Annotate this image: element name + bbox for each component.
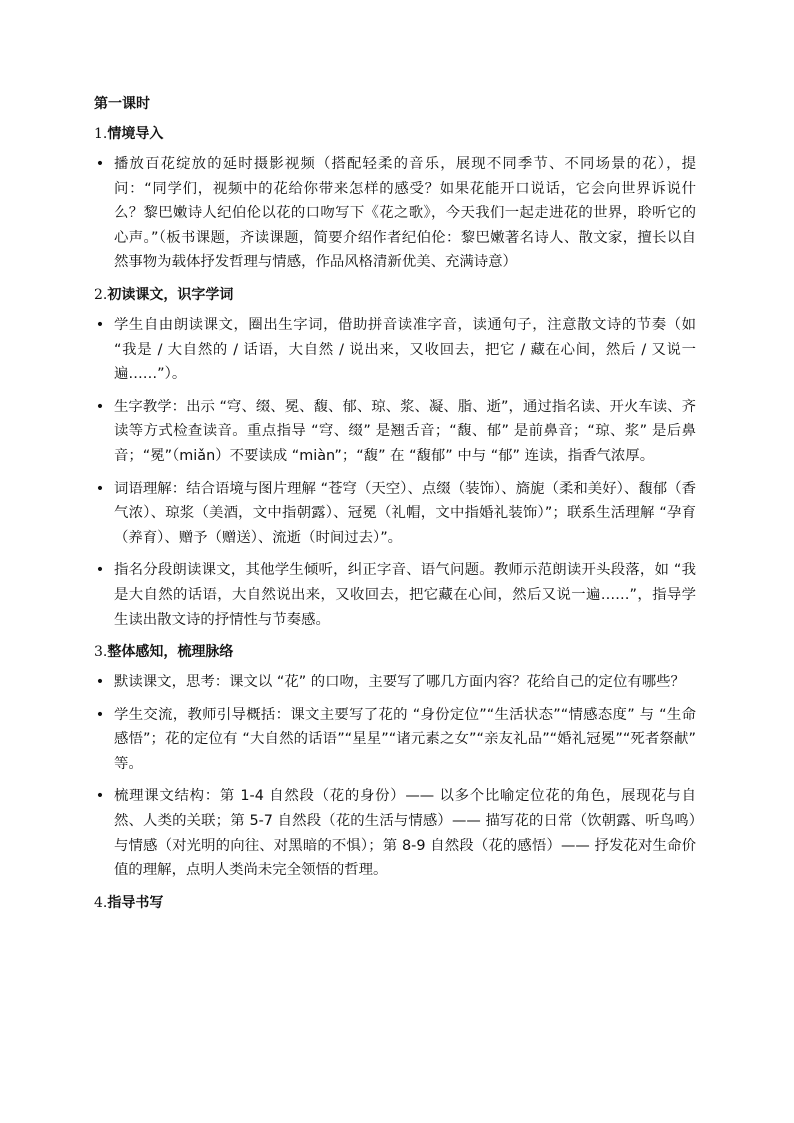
list-item-text: 梳理课文结构：第 1-4 自然段（花的身份）—— 以多个比喻定位花的角色，展现花与自然、人类的关联；第 5-7 自然段（花的生活与情感）—— 描写花的日常（饮朝露、听鸟鸣）与情感（对光明的向往、对黑暗的不惧）；第 8-9 自然段（花的感悟）—— 抒发花对生命价值的理解，点明人类尚未完全领悟的哲理。 <box>114 788 696 879</box>
section-title: 情境导入 <box>107 126 164 142</box>
section-title: 初读课文，识字学词 <box>107 286 234 303</box>
list-item-text: 词语理解：结合语境与图片理解 “苍穹（天空）、点缀（装饰）、旖旎（柔和美好）、馥郁（香气浓）、琼浆（美酒，文中指朝露）、冠冕（礼帽，文中指婚礼装饰）”；联系生活理解 “孕育（养育）、赠予（赠送）、流逝（时间过去）”。 <box>114 480 696 546</box>
list-item <box>94 313 696 387</box>
list-item <box>94 152 696 275</box>
list-item-text: 学生交流，教师引导概括：课文主要写了花的 “身份定位”“生活状态”“情感态度” 与 “生命感悟”；花的定位有 “大自然的话语”“星星”“诸元素之女”“亲友礼品”“婚礼冠冕”“死者祭献” 等。 <box>114 706 696 772</box>
bullet-icon: • <box>95 398 105 415</box>
section-number: 1. <box>94 126 108 142</box>
lesson-title: 第一课时 <box>94 96 150 112</box>
section-title: 整体感知，梳理脉络 <box>107 644 234 661</box>
list-item <box>94 703 696 777</box>
bullet-list <box>94 152 696 275</box>
list-item <box>94 670 696 695</box>
section-number: 4. <box>94 894 108 911</box>
list-item-text: 生字教学：出示 “穹、缀、冕、馥、郁、琼、浆、凝、脂、逝”，通过指名读、开火车读、齐读等方式检查读音。重点指导 “穹、缀” 是翘舌音；“馥、郁” 是前鼻音；“琼、浆” 是后鼻音；“冕”（miǎn）不要读成 “miàn”；“馥” 在 “馥郁” 中与 “郁” 连读，指香气浓厚。 <box>114 398 696 464</box>
list-item <box>94 395 696 469</box>
section-situation-intro <box>94 122 696 275</box>
bullet-icon: • <box>95 562 105 579</box>
bullet-icon: • <box>95 156 105 172</box>
section-heading <box>94 122 696 146</box>
bullet-icon: • <box>95 674 105 691</box>
list-item-text: 默读课文，思考：课文以 “花” 的口吻，主要写了哪几方面内容？花给自己的定位有哪些？ <box>114 674 685 691</box>
bullet-icon: • <box>95 706 105 723</box>
section-heading <box>94 640 696 664</box>
list-item-text: 播放百花绽放的延时摄影视频（搭配轻柔的音乐，展现不同季节、不同场景的花），提问：“同学们，视频中的花给你带来怎样的感受？如果花能开口说话，它会向世界诉说什么？黎巴嫩诗人纪伯伦以花的口吻写下《花之歌》，今天我们一起走进花的世界，聆听它的心声。”（板书课题，齐读课题，简要介绍作者纪伯伦：黎巴嫩著名诗人、散文家，擅长以自然事物为载体抒发哲理与情感，作品风格清新优美、充满诗意） <box>114 156 696 271</box>
list-item-text: 学生自由朗读课文，圈出生字词，借助拼音读准字音，读通句子，注意散文诗的节奏（如 “我是 / 大自然的 / 话语，大自然 / 说出来，又收回去，把它 / 藏在心间，然后 / 又说一遍……”）。 <box>114 316 696 383</box>
document-page <box>94 92 696 921</box>
section-writing-guidance <box>94 891 696 915</box>
section-overall-perception <box>94 640 696 883</box>
bullet-list <box>94 313 696 632</box>
section-number: 2. <box>94 286 108 303</box>
section-number: 3. <box>94 644 108 661</box>
section-first-reading <box>94 283 696 632</box>
list-item <box>94 477 696 551</box>
bullet-icon: • <box>95 480 105 497</box>
list-item-text: 指名分段朗读课文，其他学生倾听，纠正字音、语气问题。教师示范朗读开头段落，如 “我是大自然的话语，大自然说出来，又收回去，把它藏在心间，然后又说一遍……”，指导学生读出散文诗的抒情性与节奏感。 <box>114 562 696 628</box>
section-title: 指导书写 <box>107 894 164 911</box>
bullet-icon: • <box>95 788 105 805</box>
list-item <box>94 558 696 632</box>
bullet-icon: • <box>95 316 105 333</box>
section-heading <box>94 283 696 307</box>
section-heading <box>94 891 696 915</box>
list-item <box>94 784 696 882</box>
bullet-list <box>94 670 696 883</box>
